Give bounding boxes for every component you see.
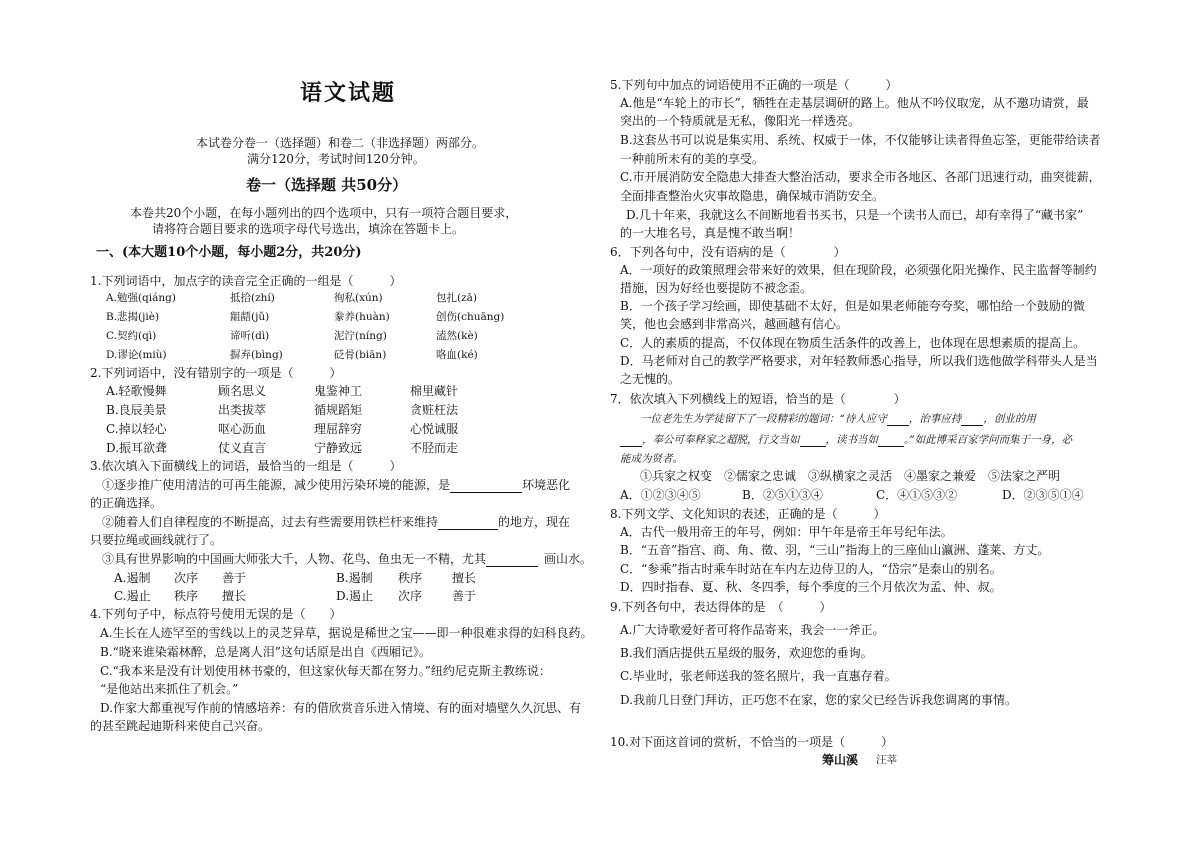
q3-opt-c-2: 秩序 [174,589,199,603]
q7-blank-3 [620,434,642,447]
q9-option-d: D.我前几日登门拜访，正巧您不在家，您的家父已经告诉我您调离的事情。 [620,693,1018,707]
q1-b-2: 龃龉(jǔ) [230,311,270,323]
q5-option-b-2: 一种前所未有的美的享受。 [620,152,765,166]
q2-b-3: 循规蹈矩 [314,403,363,417]
q9-option-b: B.我们酒店提供五星级的服务，欢迎您的垂询。 [620,646,873,660]
q3-sentence-2 [102,515,570,530]
q5-option-c-2: 全面排查整治火灾事故隐患，确保城市消防安全。 [620,189,885,203]
q1-c-1: C.契约(qì) [106,330,157,342]
q3-s1-text: ①逐步推广使用清洁的可再生能源，减少使用污染环境的能源，是 [102,478,451,492]
q3-s2-text: ②随着人们自律程度的不断提高，过去有些需要用铁栏杆来维持 [102,515,439,529]
q7-p2-mid: ，读书当如 [825,434,878,446]
q1-d-1: D.谬论(miù) [106,349,167,361]
q1-c-2: 谛听(dì) [230,330,270,342]
q2-c-4: 心悦诚服 [410,422,459,436]
q6-option-a-2: 措施，因为好经也要提防不被念歪。 [620,281,813,295]
q7-option-b: B．②⑤①③④ [742,488,823,502]
q3-sentence-3 [102,552,592,567]
q3-blank-3 [486,552,538,567]
q4-option-c-2: “是他站出来抓住了机会。” [100,682,239,696]
q7-option-c: C．④①⑤③② [876,488,958,502]
q1-b-3: 豢养(huàn) [334,311,390,323]
q1-c-4: 溘然(kè) [436,330,478,342]
q3-opt-b-2: 秩序 [398,571,423,585]
q1-b-4: 创伤(chuāng) [436,311,505,323]
q2-c-2: 呕心沥血 [218,422,267,436]
q7-items: ①兵家之权变 ②儒家之忠诚 ③纵横家之灵活 ④墨家之兼爱 ⑤法家之严明 [640,469,1061,483]
q8-option-b: B．“五音”指宫、商、角、徵、羽，“三山”指海上的三座仙山瀛洲、蓬莱、方丈。 [620,543,1050,557]
q3-opt-d-3: 善于 [452,589,477,603]
q2-c-1: C.掉以轻心 [106,422,167,436]
q5-option-b-1: B.这套丛书可以说是集实用、系统、权威于一体，不仅能够让读者得鱼忘筌，更能带给读者 [620,133,1101,147]
poem-title: 筹山溪 [822,753,859,767]
q6-stem: 6．下列各句中，没有语病的是（ ） [610,245,846,259]
q2-c-3: 理屈辞穷 [314,422,363,436]
q2-d-4: 不胫而走 [410,441,459,455]
q2-stem: 2.下列词语中，没有错别字的一项是（ ） [90,366,342,380]
q2-b-4: 贪赃枉法 [410,403,459,417]
q7-p2-tail: 。”如此博采百家学问而集于一身，必 [904,434,1073,446]
q5-option-a-1: A.他是“车轮上的市长”，牺牲在走基层调研的路上。他从不吟仪取宠，从不邀功请赏，最 [620,96,1089,110]
part-note-1: 本卷共20个小题，在每小题列出的四个选项中，只有一项符合题目要求， [130,206,518,220]
poem-author: 汪莘 [876,754,897,766]
q5-option-d-2: 的一大堆名号，真是愧不敢当啊！ [620,226,801,240]
q5-option-a-2: 突出的一个特质就是无私，像阳光一样透亮。 [620,114,861,128]
q2-b-2: 出类拔萃 [218,403,267,417]
q3-opt-a-2: 次序 [174,571,199,585]
q9-option-a: A.广大诗歌爱好者可将作品寄来，我会一一斧正。 [620,623,885,637]
q6-option-c: C．人的素质的提高，不仅体现在物质生活条件的改善上，也体现在思想素质的提高上。 [620,336,1086,350]
q1-a-2: 抵拾(zhí) [230,292,275,304]
q9-option-c: C.毕业时，张老师送我的签名照片，我一直惠存着。 [620,669,897,683]
q7-p1-text: 一位老先生为学徒留下了一段精彩的题词：“待人应守 [640,413,887,425]
q2-a-4: 棉里藏针 [410,384,459,398]
part-note-2: 请将符合题目要求的选项字母代号选出，填涂在答题卡上。 [152,222,465,236]
q2-d-2: 仗义直言 [218,441,267,455]
q3-opt-d-1: D.遏止 [336,589,374,603]
q7-passage-line-3: 能成为贤者。 [620,453,683,465]
q7-passage-line-2 [620,432,1072,447]
q3-s3-text: ③具有世界影响的中国画大师张大千，人物、花鸟、鱼虫无一不精，尤其 [102,552,487,566]
q1-d-3: 砭骨(biān) [334,349,387,361]
q7-blank-4 [800,434,826,447]
q7-passage-line-1 [640,411,1036,426]
q3-sentence-2-cont: 只要拉绳或画线就行了。 [90,533,223,547]
q4-option-d-1: D.作家大都重视写作前的情感培养：有的借欣赏音乐进入情境、有的面对墙壁久久沉思、有 [100,701,582,715]
q8-option-d: D．四时指春、夏、秋、冬四季，每个季度的三个月依次为孟、仲、叔。 [620,580,1002,594]
q3-s1-tail: 环境恶化 [522,478,571,492]
q4-option-d-2: 的甚至跳起迪斯科来使自己兴奋。 [90,719,271,733]
q8-option-a: A．古代一般用帝王的年号，例如：甲午年是帝王年号纪年法。 [620,525,953,539]
q5-option-c-1: C.市开展消防安全隐患大排查大整治活动，要求全市各地区、各部门迅速行动，曲突徙薪， [620,170,1101,184]
q8-stem: 8.下列文学、文化知识的表述，正确的是（ ） [610,507,886,521]
q3-opt-c-1: C.遏止 [114,589,151,603]
q5-stem: 5.下列句中加点的词语使用不正确的一项是（ ） [610,78,898,92]
q1-a-1: A.勉强(qiáng) [106,292,176,304]
q3-blank-1 [450,478,522,493]
q3-blank-2 [438,515,498,530]
q3-sentence-1-cont: 的正确选择。 [90,496,163,510]
q4-option-c-1: C.“我本来是没有计划使用林书豪的，但这家伙每天都在努力。”纽约尼克斯主教练说： [100,664,551,678]
q5-option-d-1: D.几十年来，我就这么不间断地看书买书，只是一个读书人而已，却有幸得了“藏书家” [626,208,1084,222]
q2-a-2: 顾名思义 [218,384,267,398]
q2-b-1: B.良辰美景 [106,403,167,417]
intro-line-1: 本试卷分卷一（选择题）和卷二（非选择题）两部分。 [196,136,485,150]
q7-p2-text: ，奉公可奉释家之超脱，行文当如 [642,434,800,446]
q6-option-b-2: 笑，他也会感到非常高兴，越画越有信心。 [620,317,849,331]
q7-blank-2 [961,413,983,426]
q6-option-d-1: D．马老师对自己的教学严格要求，对年轻教师悉心指导，所以我们选他做学科带头人是当 [620,354,1098,368]
q4-option-a: A.生长在人迹罕至的雪线以上的灵芝异草，据说是稀世之宝——即一种很难求得的妇科良药。 [100,626,593,640]
q6-option-b-1: B．一个孩子学习绘画，即使基础不太好，但是如果老师能夸夸奖，哪怕给一个鼓励的微 [620,299,1085,313]
intro-line-2: 满分120分，考试时间120分钟。 [247,152,425,166]
q3-opt-c-3: 擅长 [222,589,247,603]
q1-stem: 1.下列词语中，加点字的读音完全正确的一组是（ ） [90,274,402,288]
q7-option-d: D．②③⑤①④ [1002,488,1084,502]
q1-d-4: 咯血(ké) [436,349,478,361]
q6-option-d-2: 之无愧的。 [620,372,681,386]
q4-option-b: B.“晓来谁染霜林醉，总是离人泪”这句话原是出自《西厢记》。 [100,645,431,659]
q7-option-a: A．①②③④⑤ [620,488,701,502]
q3-sentence-1 [102,478,570,493]
q7-blank-5 [878,434,904,447]
part-title: 卷一（选择题 共50分） [246,176,408,194]
q9-stem: 9.下列各句中，表达得体的是 （ ） [610,600,832,614]
page-title: 语文试题 [300,80,397,106]
q2-d-1: D.振耳欲聋 [106,441,168,455]
q3-stem: 3.依次填入下面横线上的词语，最恰当的一组是（ ） [90,459,402,473]
q1-d-2: 摒弃(bìng) [230,349,283,361]
section-heading: 一、(本大题10个小题，每小题2分，共20分) [96,245,362,260]
q4-stem: 4.下列句子中，标点符号使用无误的是（ ） [90,607,342,621]
q3-s3-tail: 画山水。 [544,552,593,566]
q2-a-3: 鬼鉴神工 [314,384,363,398]
q3-opt-d-2: 次序 [398,589,423,603]
q8-option-c: C．“参乘”指古时乘车时站在车内左边侍卫的人，“岱宗”是泰山的别名。 [620,562,1002,576]
q3-opt-b-3: 擅长 [452,571,477,585]
q7-blank-1 [887,413,909,426]
q3-opt-b-1: B.遏制 [336,571,373,585]
q1-b-1: B.悲揭(jiè) [106,311,160,323]
q6-option-a-1: A．一项好的政策照理会带来好的效果，但在现阶段，必须强化阳光操作、民主监督等制约 [620,263,1097,277]
q2-a-1: A.轻歌慢舞 [106,384,167,398]
q3-s2-tail: 的地方，现在 [498,515,571,529]
q1-a-3: 徇私(xún) [334,292,383,304]
q1-c-3: 泥泞(níng) [334,330,387,342]
q7-p1-tail: ，创业的用 [983,413,1036,425]
q7-p1-mid: ，治事应持 [908,413,962,425]
q3-opt-a-3: 善于 [222,571,247,585]
q3-opt-a-1: A.遏制 [114,571,151,585]
q10-stem: 10.对下面这首词的赏析，不恰当的一项是（ ） [610,735,894,749]
q2-d-3: 宁静致远 [314,441,363,455]
q7-stem: 7．依次填入下列横线上的短语，恰当的是（ ） [610,392,906,406]
q1-a-4: 包扎(zā) [436,292,477,304]
